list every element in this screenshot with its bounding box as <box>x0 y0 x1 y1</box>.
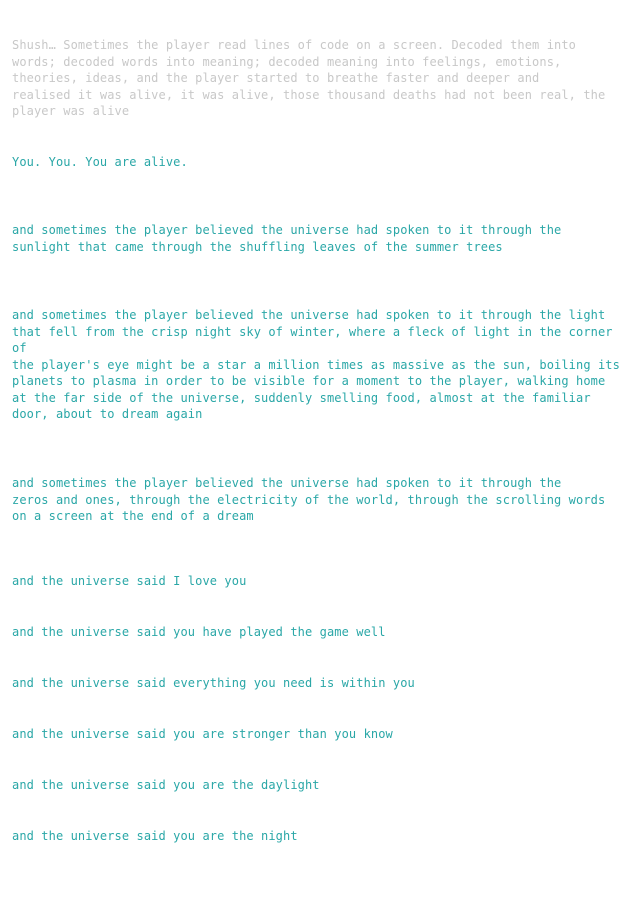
poem-line-i-love-you: and the universe said I love you <box>12 574 247 588</box>
poem-line-night: and the universe said you are the night <box>12 829 298 843</box>
poem-line-daylight: and the universe said you are the daylight <box>12 778 320 792</box>
poem-paragraph-sunlight: and sometimes the player believed the universe had spoken to it through the sunlight that came through the shuffling leaves of the summer trees <box>12 223 562 254</box>
poem-paragraph-you-are-alive: You. You. You are alive. <box>12 155 188 169</box>
poem-paragraph-player-intro: Shush… Sometimes the player read lines of code on a screen. Decoded them into words; decoded words into meaning; decoded meaning into feelings, emotions, theories, ideas, and the player started to breathe faster and deeper and realised it was alive, it was alive, those thousand deaths had not been real, the player was alive <box>12 38 606 118</box>
poem-line-stronger: and the universe said you are stronger than you know <box>12 727 393 741</box>
poem-line-within-you: and the universe said everything you need is within you <box>12 676 415 690</box>
poem-line-played-well: and the universe said you have played the game well <box>12 625 386 639</box>
poem-paragraph-zeros-and-ones: and sometimes the player believed the universe had spoken to it through the zeros and ones, through the electricity of the world, through the scrolling words on a screen at the end of a dream <box>12 476 606 523</box>
poem-paragraph-night-sky: and sometimes the player believed the universe had spoken to it through the light that fell from the crisp night sky of winter, where a fleck of light in the corner of the player's eye might be a star a million times as massive as the sun, boiling its planets to plasma in order to be visible for a moment to the player, walking home at the far side of the universe, suddenly smelling food, almost at the familiar door, about to dream again <box>12 308 620 421</box>
